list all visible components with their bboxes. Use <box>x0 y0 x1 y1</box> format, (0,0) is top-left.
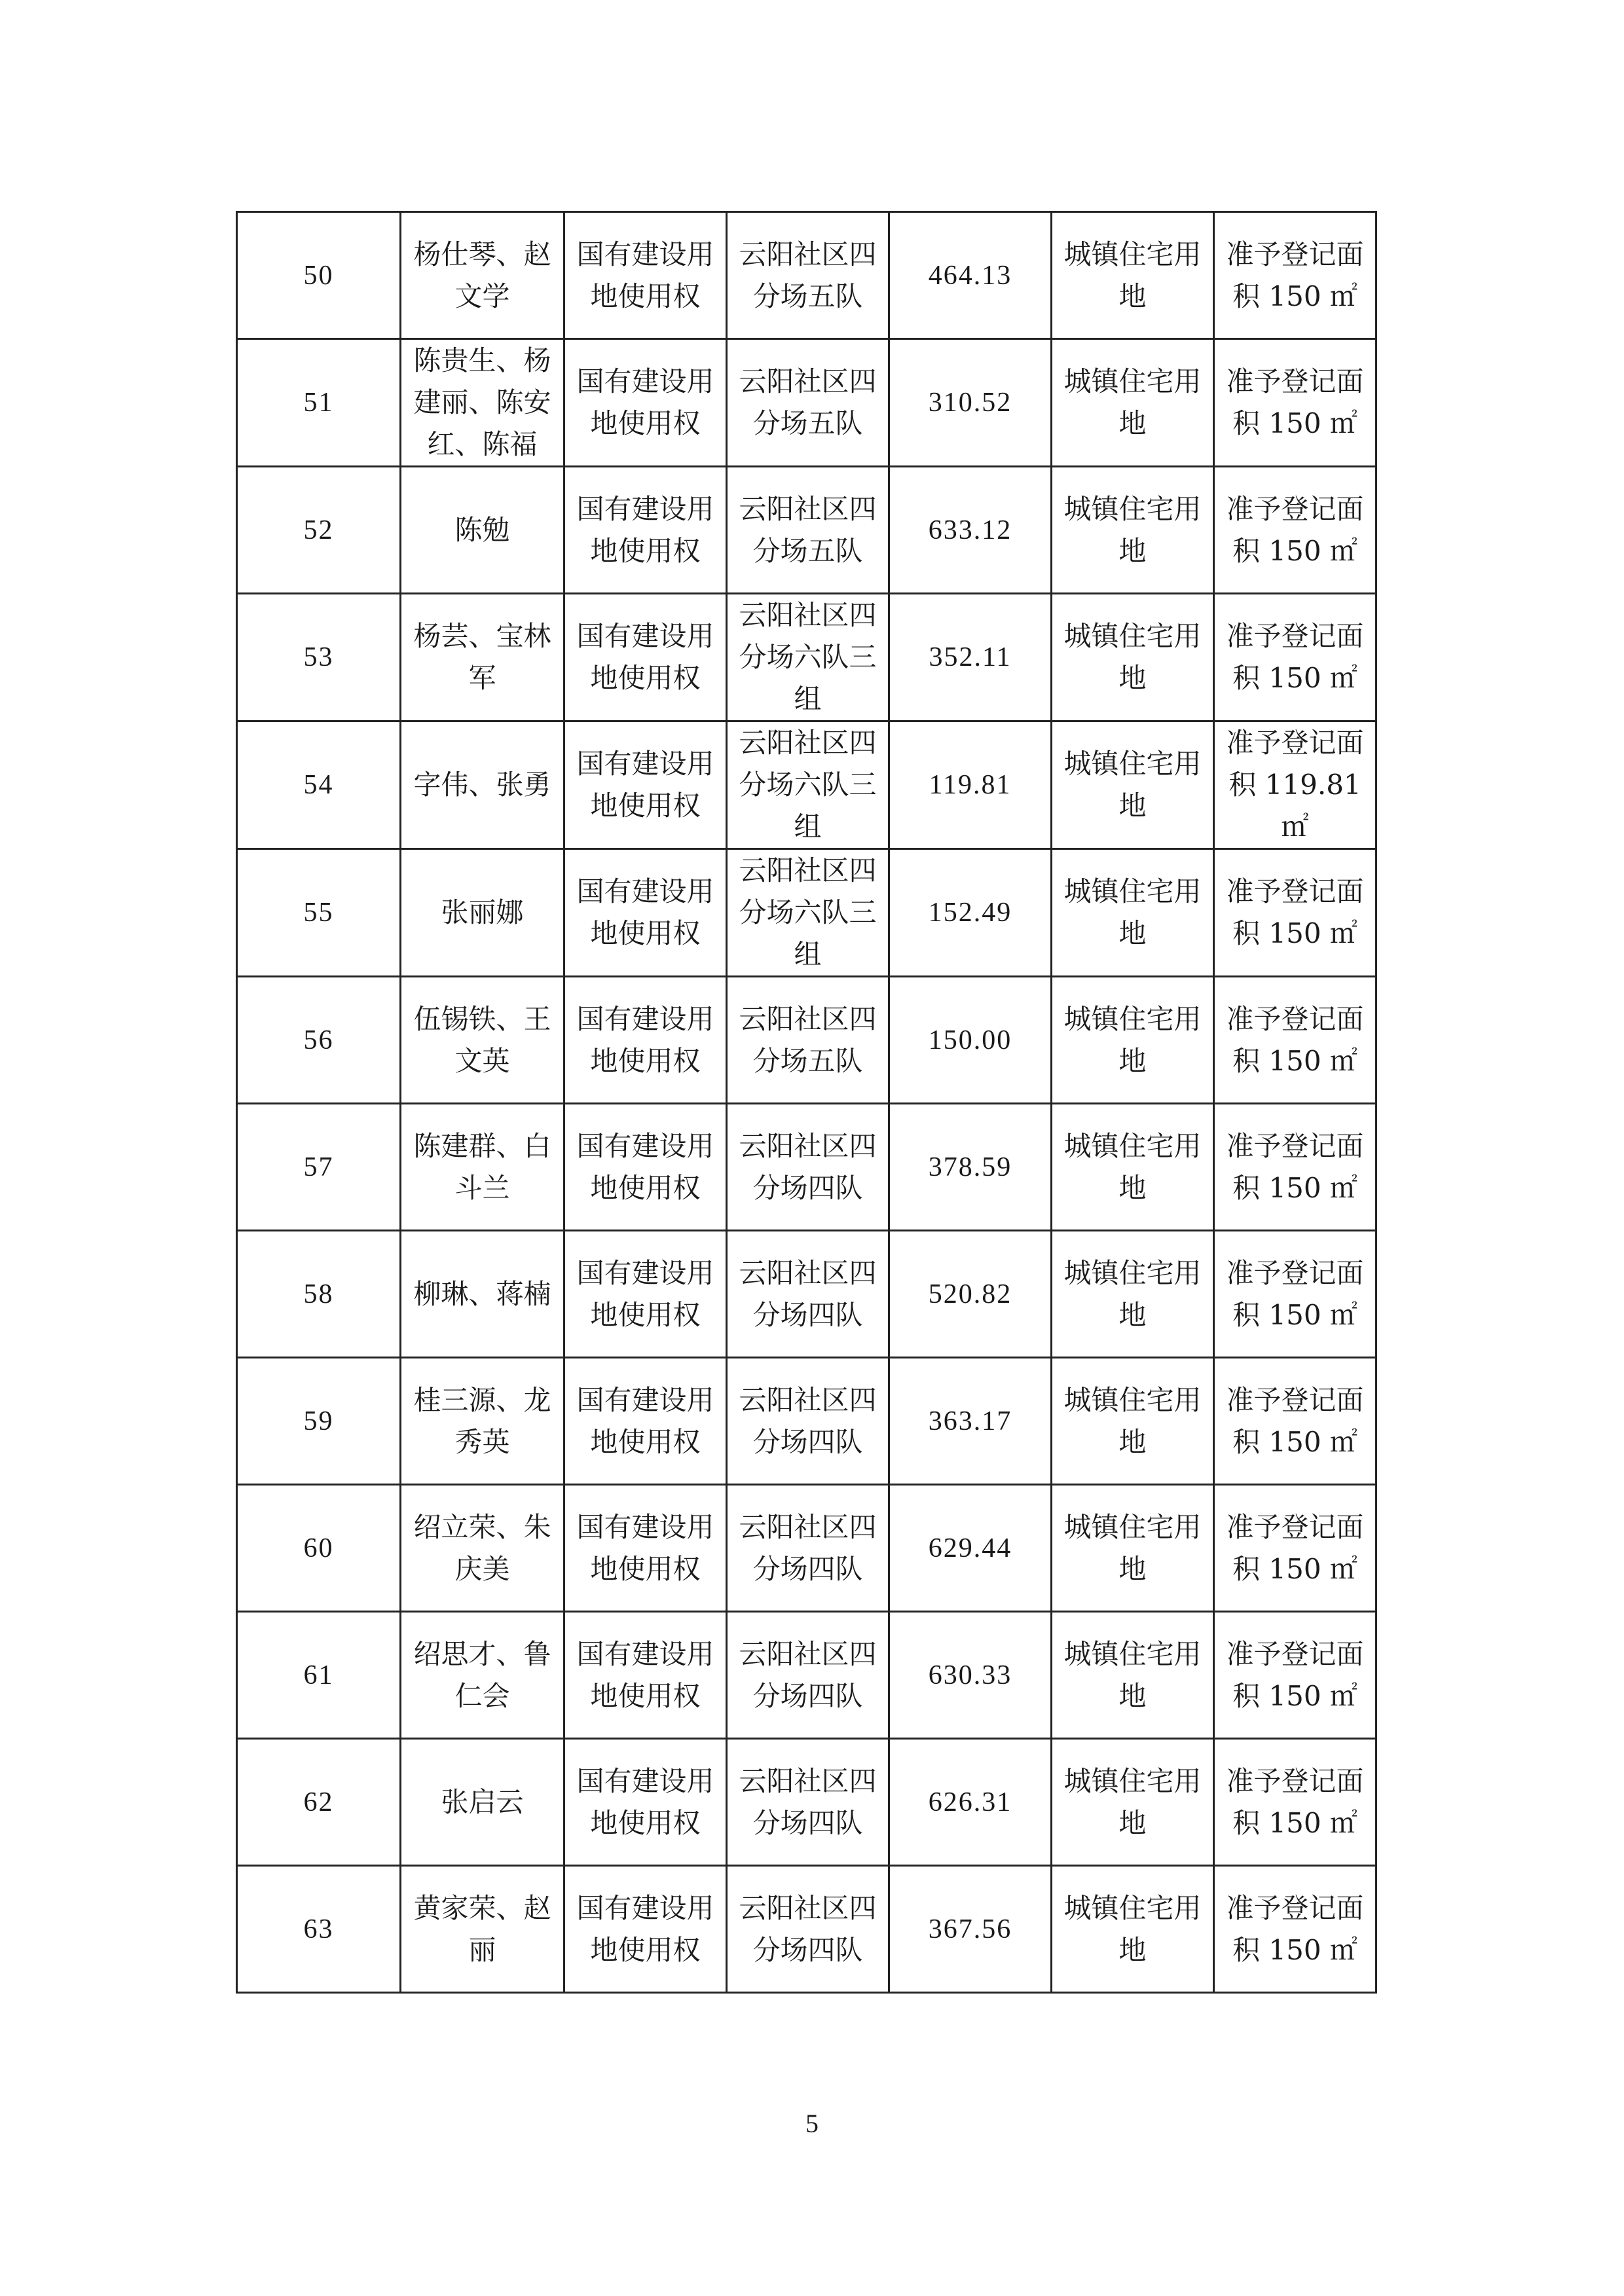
location-cell: 云阳社区四分场六队三组 <box>727 849 889 977</box>
location-cell: 云阳社区四分场四队 <box>727 1231 889 1358</box>
location-cell: 云阳社区四分场五队 <box>727 977 889 1104</box>
table-row <box>237 212 1376 339</box>
location-cell: 云阳社区四分场四队 <box>727 1866 889 1993</box>
right-type-cell: 国有建设用地使用权 <box>564 1866 727 1993</box>
row-number-cell: 56 <box>237 977 401 1104</box>
right-type-cell: 国有建设用地使用权 <box>564 594 727 721</box>
remark-cell: 准予登记面积 150 ㎡ <box>1214 1612 1376 1739</box>
remark-cell: 准予登记面积 150 ㎡ <box>1214 594 1376 721</box>
right-type-cell: 国有建设用地使用权 <box>564 1358 727 1485</box>
table-row <box>237 1231 1376 1358</box>
remark-cell: 准予登记面积 150 ㎡ <box>1214 1104 1376 1231</box>
row-number-cell: 55 <box>237 849 401 977</box>
land-use-cell: 城镇住宅用地 <box>1052 1358 1214 1485</box>
land-registration-table <box>236 211 1377 1994</box>
row-number-cell: 63 <box>237 1866 401 1993</box>
land-use-cell: 城镇住宅用地 <box>1052 1866 1214 1993</box>
land-use-cell: 城镇住宅用地 <box>1052 721 1214 849</box>
land-use-cell: 城镇住宅用地 <box>1052 339 1214 467</box>
remark-cell: 准予登记面积 150 ㎡ <box>1214 1739 1376 1866</box>
row-number-cell: 59 <box>237 1358 401 1485</box>
owner-name-cell: 陈勉 <box>401 467 564 594</box>
location-cell: 云阳社区四分场六队三组 <box>727 594 889 721</box>
owner-name-cell: 伍锡铁、王文英 <box>401 977 564 1104</box>
table-body <box>237 212 1376 1993</box>
page-number: 5 <box>805 2109 819 2138</box>
location-cell: 云阳社区四分场四队 <box>727 1485 889 1612</box>
remark-cell: 准予登记面积 150 ㎡ <box>1214 467 1376 594</box>
area-cell: 363.17 <box>889 1358 1052 1485</box>
land-use-cell: 城镇住宅用地 <box>1052 1612 1214 1739</box>
area-cell: 464.13 <box>889 212 1052 339</box>
land-use-cell: 城镇住宅用地 <box>1052 1231 1214 1358</box>
area-cell: 378.59 <box>889 1104 1052 1231</box>
location-cell: 云阳社区四分场五队 <box>727 339 889 467</box>
row-number-cell: 62 <box>237 1739 401 1866</box>
owner-name-cell: 黄家荣、赵丽 <box>401 1866 564 1993</box>
remark-cell: 准予登记面积 150 ㎡ <box>1214 1866 1376 1993</box>
area-cell: 629.44 <box>889 1485 1052 1612</box>
remark-cell: 准予登记面积 150 ㎡ <box>1214 212 1376 339</box>
row-number-cell: 52 <box>237 467 401 594</box>
table-row <box>237 1612 1376 1739</box>
owner-name-cell: 绍立荣、朱庆美 <box>401 1485 564 1612</box>
table-row <box>237 1485 1376 1612</box>
remark-cell: 准予登记面积 119.81 ㎡ <box>1214 721 1376 849</box>
owner-name-cell: 陈贵生、杨建丽、陈安红、陈福 <box>401 339 564 467</box>
owner-name-cell: 柳琳、蒋楠 <box>401 1231 564 1358</box>
land-use-cell: 城镇住宅用地 <box>1052 212 1214 339</box>
table-row <box>237 339 1376 467</box>
right-type-cell: 国有建设用地使用权 <box>564 849 727 977</box>
right-type-cell: 国有建设用地使用权 <box>564 1612 727 1739</box>
row-number-cell: 61 <box>237 1612 401 1739</box>
table-row <box>237 467 1376 594</box>
row-number-cell: 58 <box>237 1231 401 1358</box>
location-cell: 云阳社区四分场四队 <box>727 1739 889 1866</box>
table-row <box>237 977 1376 1104</box>
location-cell: 云阳社区四分场五队 <box>727 467 889 594</box>
area-cell: 352.11 <box>889 594 1052 721</box>
right-type-cell: 国有建设用地使用权 <box>564 1739 727 1866</box>
remark-cell: 准予登记面积 150 ㎡ <box>1214 339 1376 467</box>
land-use-cell: 城镇住宅用地 <box>1052 594 1214 721</box>
owner-name-cell: 杨芸、宝林军 <box>401 594 564 721</box>
location-cell: 云阳社区四分场五队 <box>727 212 889 339</box>
owner-name-cell: 张启云 <box>401 1739 564 1866</box>
owner-name-cell: 杨仕琴、赵文学 <box>401 212 564 339</box>
location-cell: 云阳社区四分场四队 <box>727 1358 889 1485</box>
right-type-cell: 国有建设用地使用权 <box>564 1485 727 1612</box>
owner-name-cell: 陈建群、白斗兰 <box>401 1104 564 1231</box>
area-cell: 367.56 <box>889 1866 1052 1993</box>
land-use-cell: 城镇住宅用地 <box>1052 1104 1214 1231</box>
area-cell: 152.49 <box>889 849 1052 977</box>
remark-cell: 准予登记面积 150 ㎡ <box>1214 1358 1376 1485</box>
right-type-cell: 国有建设用地使用权 <box>564 721 727 849</box>
right-type-cell: 国有建设用地使用权 <box>564 467 727 594</box>
table-row <box>237 721 1376 849</box>
owner-name-cell: 绍思才、鲁仁会 <box>401 1612 564 1739</box>
location-cell: 云阳社区四分场四队 <box>727 1612 889 1739</box>
row-number-cell: 50 <box>237 212 401 339</box>
land-use-cell: 城镇住宅用地 <box>1052 977 1214 1104</box>
remark-cell: 准予登记面积 150 ㎡ <box>1214 1231 1376 1358</box>
table-row <box>237 1866 1376 1993</box>
table-row <box>237 1104 1376 1231</box>
remark-cell: 准予登记面积 150 ㎡ <box>1214 849 1376 977</box>
row-number-cell: 60 <box>237 1485 401 1612</box>
row-number-cell: 54 <box>237 721 401 849</box>
area-cell: 630.33 <box>889 1612 1052 1739</box>
owner-name-cell: 字伟、张勇 <box>401 721 564 849</box>
area-cell: 633.12 <box>889 467 1052 594</box>
right-type-cell: 国有建设用地使用权 <box>564 1104 727 1231</box>
row-number-cell: 51 <box>237 339 401 467</box>
remark-cell: 准予登记面积 150 ㎡ <box>1214 977 1376 1104</box>
row-number-cell: 53 <box>237 594 401 721</box>
right-type-cell: 国有建设用地使用权 <box>564 1231 727 1358</box>
area-cell: 520.82 <box>889 1231 1052 1358</box>
right-type-cell: 国有建设用地使用权 <box>564 212 727 339</box>
row-number-cell: 57 <box>237 1104 401 1231</box>
location-cell: 云阳社区四分场六队三组 <box>727 721 889 849</box>
owner-name-cell: 张丽娜 <box>401 849 564 977</box>
table-row <box>237 1358 1376 1485</box>
table-row <box>237 594 1376 721</box>
owner-name-cell: 桂三源、龙秀英 <box>401 1358 564 1485</box>
table-row <box>237 1739 1376 1866</box>
remark-cell: 准予登记面积 150 ㎡ <box>1214 1485 1376 1612</box>
area-cell: 310.52 <box>889 339 1052 467</box>
area-cell: 119.81 <box>889 721 1052 849</box>
right-type-cell: 国有建设用地使用权 <box>564 977 727 1104</box>
land-use-cell: 城镇住宅用地 <box>1052 1485 1214 1612</box>
area-cell: 626.31 <box>889 1739 1052 1866</box>
location-cell: 云阳社区四分场四队 <box>727 1104 889 1231</box>
land-use-cell: 城镇住宅用地 <box>1052 1739 1214 1866</box>
table-row <box>237 849 1376 977</box>
area-cell: 150.00 <box>889 977 1052 1104</box>
land-use-cell: 城镇住宅用地 <box>1052 467 1214 594</box>
right-type-cell: 国有建设用地使用权 <box>564 339 727 467</box>
land-use-cell: 城镇住宅用地 <box>1052 849 1214 977</box>
